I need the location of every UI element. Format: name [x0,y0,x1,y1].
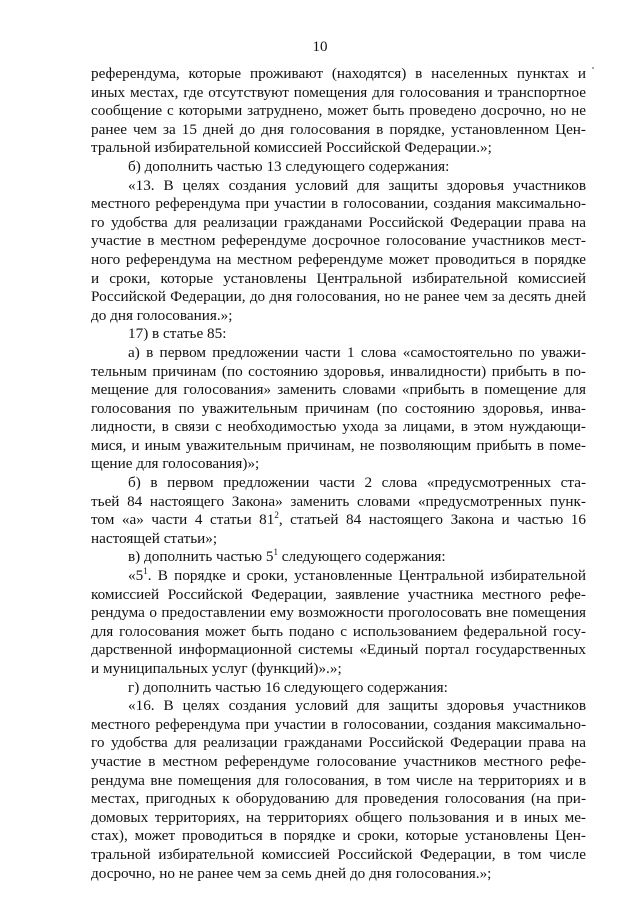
text-line [91,270,586,289]
text-line-main: ранее чем за 15 дней до дня голосования в порядке, установленном Цен- [91,120,586,138]
text-line-main: ного референдума на местном референдуме может проводиться в порядке [91,250,586,268]
superscript: 1 [273,547,278,558]
text-line [91,455,586,474]
text-line-main: го удобства для реализации гражданами Российской Федерации права на [91,213,586,231]
text-line-main: б) в первом предложении части 2 слова «предусмотренных ста- [128,474,586,492]
text-line [91,716,586,735]
text-line [91,660,586,679]
text-line-main: б) дополнить частью 13 следующего содержания: [128,157,450,175]
text-line-main: тельным причинам (по состоянию здоровья, инвалидности) прибыть в по- [91,362,586,380]
text-line-main: мися, и иным уважительным причинам, не позволяющим прибыть в поме- [91,436,586,454]
text-line [91,827,586,846]
text-line-main: до дня голосования.»; [91,306,233,324]
text-line [91,753,586,772]
text-line [91,511,586,530]
page-number: 10 [312,39,328,55]
text-line [91,84,586,103]
text-line-main: тральной избирательной комиссией Российской Федерации, в том числе [91,845,586,863]
superscript: 1 [143,566,148,577]
text-line-main: настоящей статьи»; [91,529,218,547]
text-line-main: местного референдума при участии в голосовании, создания максимально- [91,715,586,733]
text-line [91,121,586,140]
superscript: 2 [274,510,279,521]
text-line [91,288,586,307]
text-line-main: мещение для голосования» заменить словами «прибыть в помещение для [91,381,586,399]
text-line-main: рендума вне помещения для голосования, в том числе на территориях и в [91,771,586,789]
text-line-main: «16. В целях создания условий для защиты здоровья участников [128,697,586,715]
text-line [91,381,586,400]
text-line-main: досрочно, но не ранее чем за семь дней до дня голосования.»; [91,864,492,882]
text-line-main: местного референдума при участии в голосовании, создания максимально- [91,195,586,213]
text-line-main: рендума о предоставлении ему возможности проголосовать вне помещения [91,604,586,622]
text-line-main: референдума, которые проживают (находятся) в населенных пунктах и [91,65,586,82]
text-line-main: «13. В целях создания условий для защиты здоровья участников [128,176,586,194]
text-line-main: для голосования может быть подано с использованием федеральной госу- [91,622,586,640]
text-line [91,493,586,512]
text-line [91,623,586,642]
text-line [91,604,586,623]
text-line [91,567,586,586]
text-line [91,586,586,605]
text-line [91,177,586,196]
text-line-main: и муниципальных услуг (функций)».»; [91,660,342,677]
text-line [91,232,586,251]
text-line-main: г) дополнить частью 16 следующего содержания: [128,678,448,696]
text-line [91,865,586,884]
text-line-continuation: следующего содержания: [277,548,446,566]
text-line [91,65,586,84]
text-line [91,697,586,716]
text-line [91,251,586,270]
text-line-main: щение для голосования)»; [91,455,260,473]
text-line [91,344,586,363]
text-line [91,734,586,753]
text-line [91,400,586,419]
text-line-main: Российской Федерации, до дня голосования, но не ранее чем за десять дней [91,288,586,306]
text-line [91,530,586,549]
text-line [91,102,586,121]
text-line-main: дарственной информационной системы «Единый портал государственных [91,641,586,659]
text-line [91,809,586,828]
text-line [91,363,586,382]
text-line-main: участие в местном референдуме голосование участников местного рефе- [91,752,586,770]
text-line-main: в) дополнить частью 5 [128,548,274,566]
text-line-main: тьей 84 настоящего Закона» заменить словами «предусмотренных пунк- [91,492,586,510]
text-line-main: и сроки, которые установлены Центральной избирательной комиссией [91,269,586,287]
text-line-main: домовых территориях, на территориях общего пользования и в иных ме- [91,808,586,826]
text-line-main: тральной избирательной комиссией Российской Федерации.»; [91,139,492,157]
scan-speck [592,67,594,69]
text-line [91,158,586,177]
text-line-main: иных местах, где отсутствуют помещения для голосования и транспортное [91,83,586,101]
text-line [91,214,586,233]
text-line-main: а) в первом предложении части 1 слова «самостоятельно по уважи- [128,343,586,361]
text-line-main: стах), может проводиться в порядке и сроки, которые установлены Цен- [91,827,586,845]
text-line-main: лидности, в связи с необходимостью ухода за лицами, в этом нуждающи- [91,418,586,436]
text-line-continuation: . В порядке и сроки, установленные Центральной избирательной [147,567,586,585]
text-line-main: том «а» части 4 статьи 81 [91,511,275,529]
text-line [91,679,586,698]
text-line-main: го удобства для реализации гражданами Российской Федерации права на [91,734,586,752]
text-line-main: участие в местном референдуме досрочное голосование участников мест- [91,232,586,250]
text-line-main: местах, пригодных к оборудованию для проведения голосования (на при- [91,790,586,808]
text-line [91,846,586,865]
text-line [91,474,586,493]
text-line [91,325,586,344]
text-line-main: комиссией Российской Федерации, заявление участника местного рефе- [91,585,586,603]
text-line-main: 17) в статье 85: [128,325,227,343]
text-line [91,139,586,158]
text-line [91,790,586,809]
text-line [91,641,586,660]
text-line-main: «5 [128,567,144,585]
text-line [91,195,586,214]
text-line [91,307,586,326]
text-line [91,772,586,791]
text-line [91,437,586,456]
text-line-main: голосования по уважительным причинам (по состоянию здоровья, инва- [91,399,586,417]
document-body [91,65,586,883]
text-line-continuation: , статьей 84 настоящего Закона и частью 16 [278,511,586,529]
text-line [91,418,586,437]
text-line [91,548,586,567]
text-line-main: сообщение с которыми затруднено, может быть проведено досрочно, но не [91,102,586,120]
